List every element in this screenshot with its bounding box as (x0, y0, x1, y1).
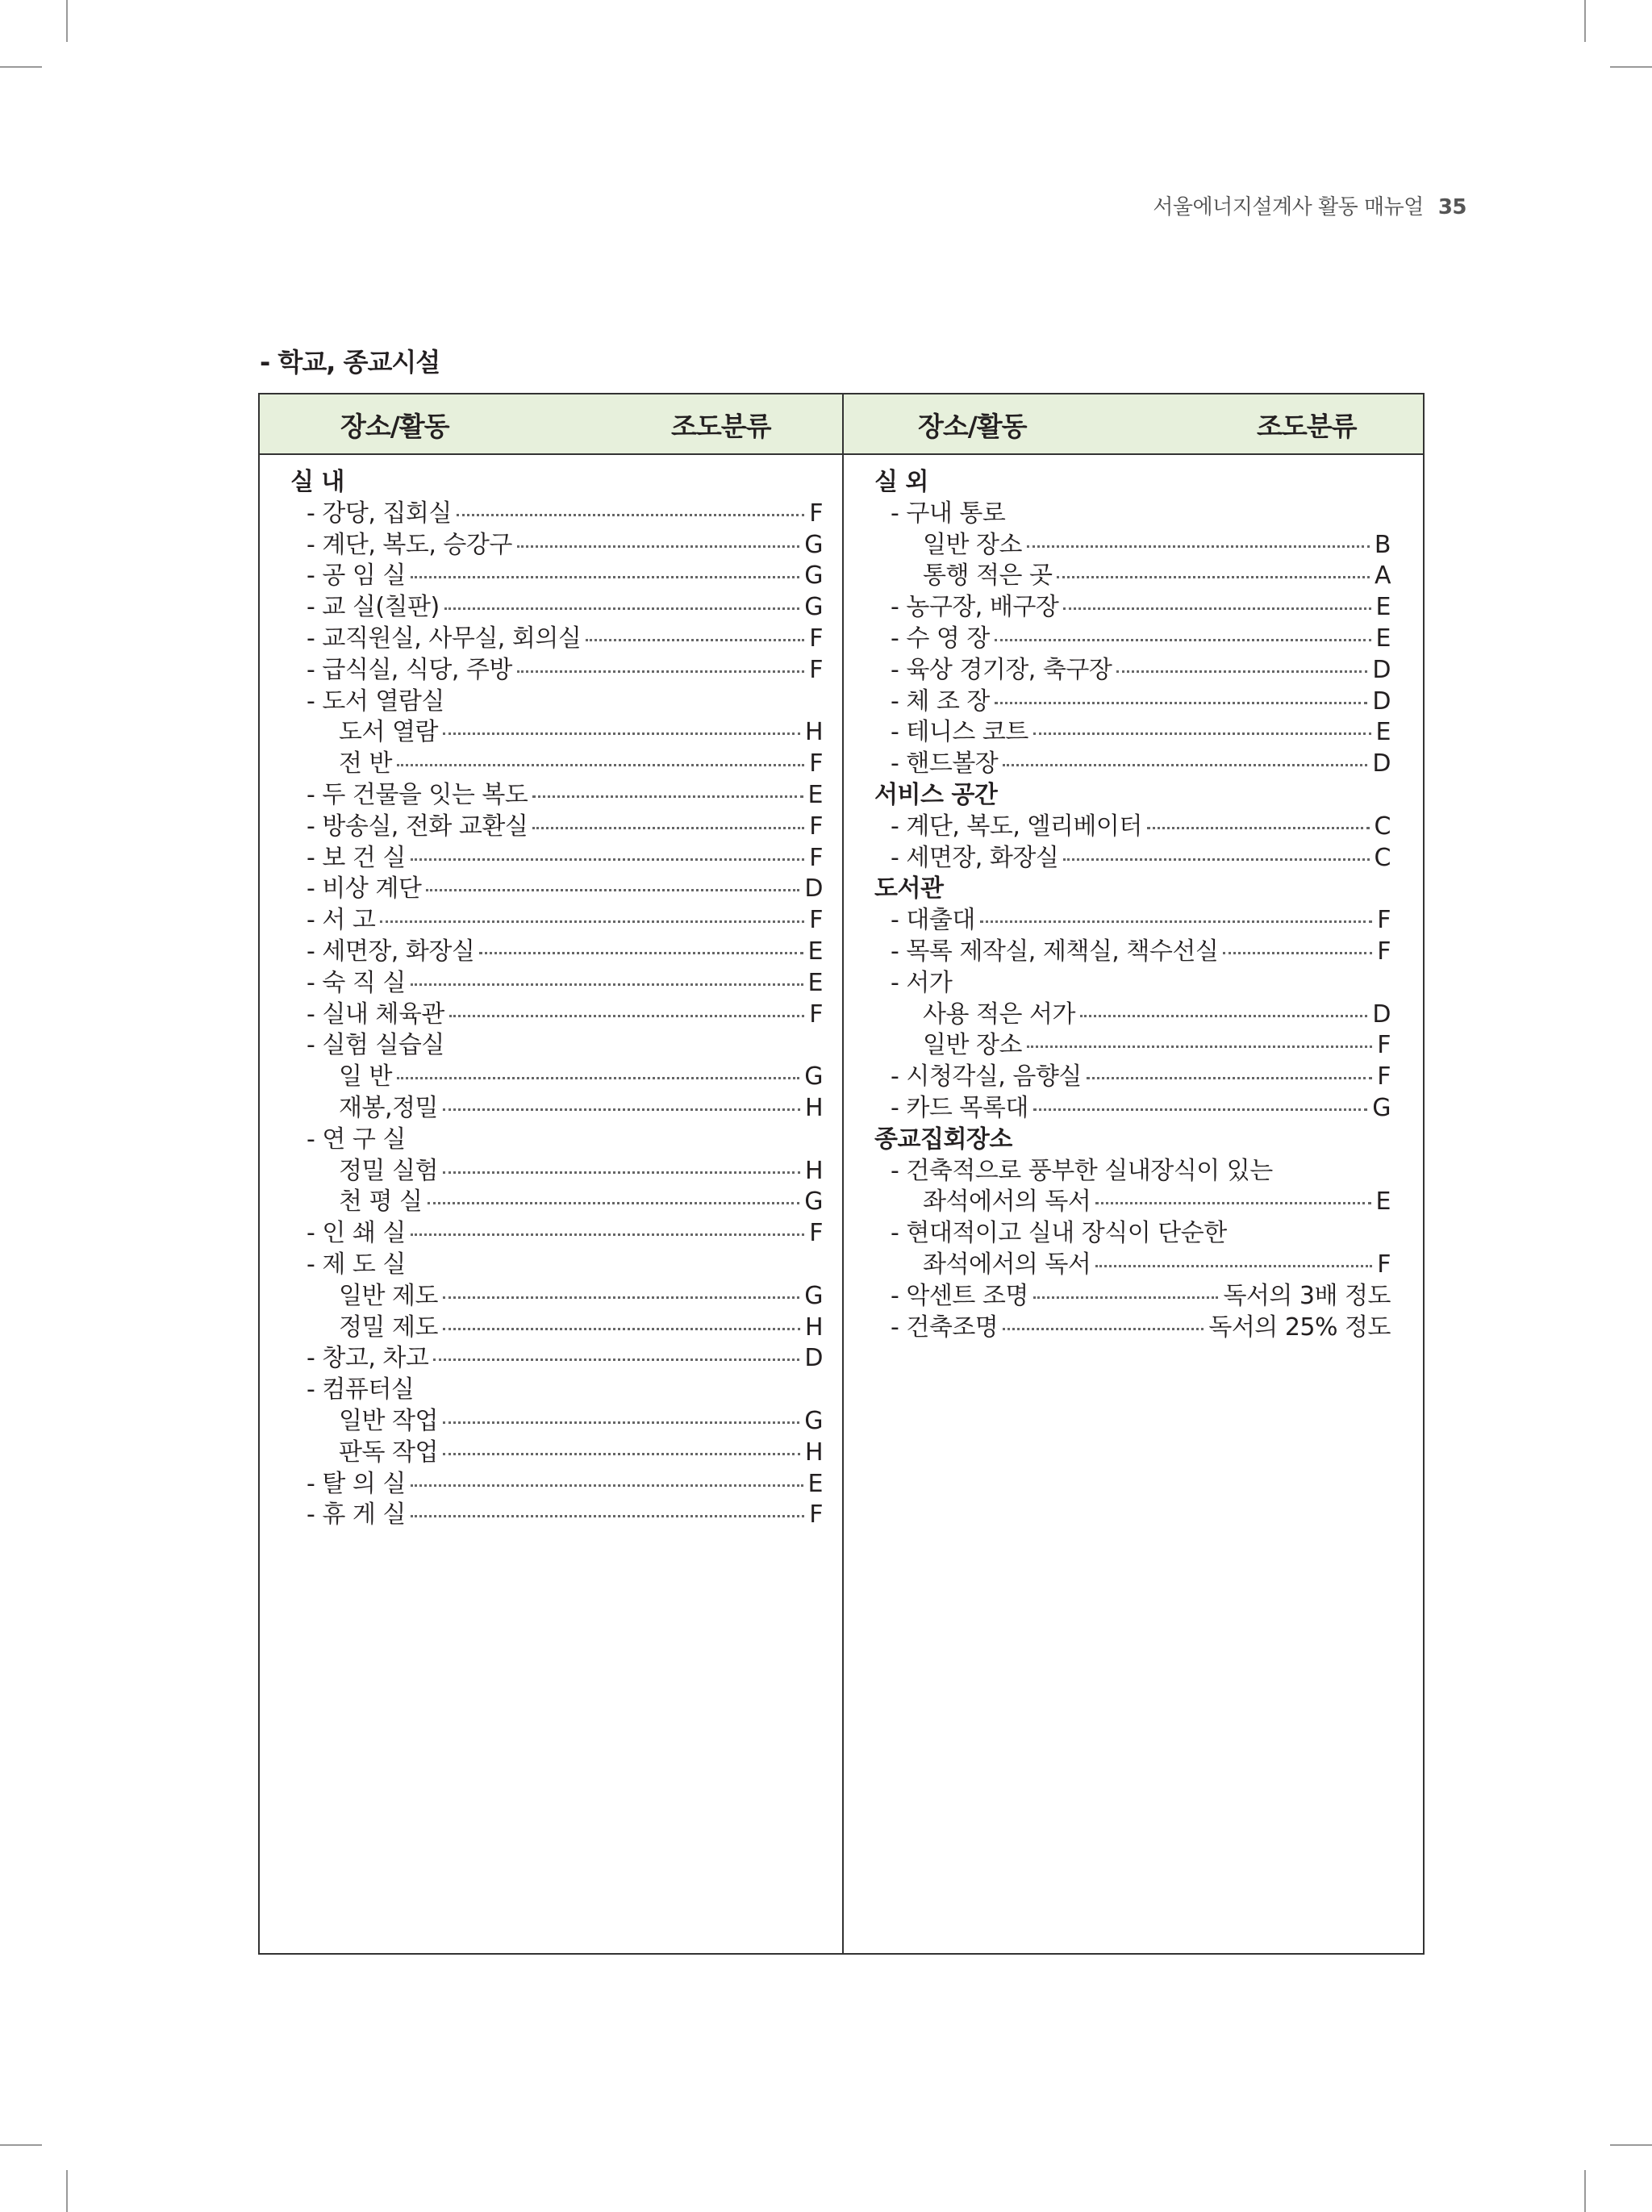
table-row (290, 780, 823, 812)
place-label: - 컴퓨터실 (307, 1375, 415, 1404)
place-label: - 인 쇄 실 (307, 1219, 406, 1248)
table-row (290, 749, 823, 780)
place-label: 전 반 (339, 749, 392, 778)
dot-leader (517, 670, 804, 673)
table-section-heading (290, 467, 823, 499)
illuminance-class: G (804, 1281, 823, 1310)
table-row (290, 812, 823, 843)
dot-leader (433, 1359, 799, 1361)
dot-leader (1033, 732, 1371, 735)
illuminance-class: A (1374, 561, 1391, 591)
table-section-heading (874, 874, 1391, 905)
crop-mark (1584, 2170, 1586, 2212)
place-label: - 시청각실, 음향실 (891, 1062, 1082, 1091)
illuminance-class: F (809, 624, 823, 653)
place-label: 천 평 실 (339, 1187, 423, 1217)
illuminance-class: G (804, 593, 823, 622)
manual-title: 서울에너지설계사 활동 매뉴얼 (1153, 195, 1424, 219)
table-row (874, 968, 1391, 1000)
illuminance-class: F (1377, 1250, 1391, 1279)
table-row (874, 905, 1391, 937)
crop-mark (1610, 2144, 1652, 2146)
illuminance-class: E (807, 937, 823, 966)
table-row (874, 749, 1391, 780)
illuminance-class: D (804, 1344, 823, 1373)
place-label: 좌석에서의 독서 (923, 1250, 1091, 1279)
illuminance-class: E (1375, 718, 1391, 747)
illuminance-class: G (804, 561, 823, 591)
illuminance-class: E (1375, 1187, 1391, 1217)
dot-leader (397, 764, 804, 766)
table-row (290, 687, 823, 718)
illuminance-class: F (809, 499, 823, 528)
table-row (290, 1125, 823, 1156)
header-place-left: 장소/활동 (340, 411, 449, 442)
place-label: - 탈 의 실 (307, 1469, 406, 1498)
place-label: 일반 작업 (339, 1406, 438, 1435)
left-column (290, 467, 823, 1531)
table-row (874, 499, 1391, 530)
dot-leader (411, 576, 799, 578)
place-label: - 계단, 복도, 승강구 (307, 530, 512, 559)
dot-leader (443, 1421, 799, 1424)
illuminance-class: E (1375, 624, 1391, 653)
illuminance-class: H (804, 1093, 823, 1122)
crop-mark (0, 66, 42, 68)
table-row (290, 1000, 823, 1031)
dot-leader (1087, 1077, 1372, 1079)
illuminance-class: H (804, 1156, 823, 1185)
dot-leader (457, 514, 804, 516)
illuminance-class: E (807, 968, 823, 997)
place-label: - 구내 통로 (891, 499, 1006, 528)
table-row (874, 1000, 1391, 1031)
place-label: - 교직원실, 사무실, 회의실 (307, 624, 582, 653)
place-label: - 창고, 차고 (307, 1344, 429, 1373)
place-label: - 악센트 조명 (891, 1281, 1028, 1310)
dot-leader (397, 1077, 799, 1079)
place-label: - 연 구 실 (307, 1125, 406, 1154)
table-row (290, 1375, 823, 1406)
dot-leader (532, 827, 804, 829)
dot-leader (1063, 607, 1370, 610)
place-label: 판독 작업 (339, 1438, 438, 1467)
crop-mark (0, 2144, 42, 2146)
dot-leader (428, 1202, 800, 1204)
place-label: - 목록 제작실, 제책실, 책수선실 (891, 937, 1219, 966)
table-row (290, 592, 823, 624)
dot-leader (517, 545, 799, 548)
illuminance-class: E (807, 780, 823, 809)
table-row (874, 687, 1391, 718)
illuminance-class: F (809, 843, 823, 872)
illuminance-class: 독서의 25% 정도 (1208, 1313, 1391, 1342)
place-label: - 도서 열람실 (307, 687, 444, 716)
place-label: - 휴 게 실 (307, 1500, 406, 1530)
illuminance-class: D (1372, 687, 1391, 716)
table-row (290, 937, 823, 968)
table-row (874, 655, 1391, 687)
table-row (874, 592, 1391, 624)
dot-leader (411, 983, 803, 986)
dot-leader (443, 1296, 799, 1299)
place-label: - 숙 직 실 (307, 968, 406, 997)
illuminance-class: F (809, 1000, 823, 1029)
header-class-right: 조도분류 (1257, 411, 1357, 442)
dot-leader (532, 795, 803, 798)
table-row (874, 1093, 1391, 1125)
illuminance-class: D (1372, 655, 1391, 684)
place-label: - 건축조명 (891, 1313, 999, 1342)
illuminance-class: G (804, 1062, 823, 1091)
table-row (290, 530, 823, 561)
place-label: - 육상 경기장, 축구장 (891, 655, 1112, 684)
dot-leader (479, 952, 803, 954)
header-place-right: 장소/활동 (918, 411, 1027, 442)
place-label: 정밀 제도 (339, 1313, 438, 1342)
illuminance-class: H (804, 1313, 823, 1342)
dot-leader (1033, 1296, 1219, 1299)
table-row (290, 1187, 823, 1218)
table-row (290, 1313, 823, 1344)
illuminance-class: G (804, 530, 823, 559)
dot-leader (443, 1328, 800, 1330)
illuminance-class: D (1372, 1000, 1391, 1029)
table-row (290, 1469, 823, 1500)
table-row (290, 717, 823, 749)
illuminance-class: F (809, 812, 823, 841)
place-label: - 계단, 복도, 엘리베이터 (891, 812, 1142, 841)
place-label: - 교 실(칠판) (307, 593, 440, 622)
dot-leader (1003, 764, 1367, 766)
right-column (874, 467, 1391, 1343)
place-label: 일반 장소 (923, 530, 1022, 559)
table-row (874, 561, 1391, 592)
place-label: - 수 영 장 (891, 624, 990, 653)
dot-leader (443, 1453, 800, 1455)
illuminance-class: 독서의 3배 정도 (1223, 1281, 1391, 1310)
place-label: - 농구장, 배구장 (891, 593, 1059, 622)
illuminance-class: H (804, 1438, 823, 1467)
illuminance-class: F (809, 749, 823, 778)
table-row (874, 1218, 1391, 1250)
illuminance-class: F (1377, 906, 1391, 935)
table-row (290, 1438, 823, 1469)
table-row (290, 1281, 823, 1313)
table-row (290, 1500, 823, 1531)
illuminance-class: F (809, 906, 823, 935)
column-divider (842, 394, 844, 1953)
table-row (874, 1313, 1391, 1344)
place-label: - 서가 (891, 968, 953, 997)
illuminance-table (258, 393, 1425, 1955)
illuminance-class: F (809, 655, 823, 684)
dot-leader (995, 639, 1371, 641)
illuminance-class: C (1374, 812, 1391, 841)
illuminance-class: B (1374, 530, 1391, 559)
dot-leader (443, 1171, 800, 1174)
place-label: - 방송실, 전화 교환실 (307, 812, 528, 841)
illuminance-class: F (1377, 1062, 1391, 1091)
place-label: - 두 건물을 잇는 복도 (307, 780, 528, 809)
dot-leader (411, 1515, 804, 1517)
place-label: - 공 임 실 (307, 561, 406, 591)
illuminance-class: F (809, 1219, 823, 1248)
table-row (290, 1406, 823, 1438)
table-row (290, 655, 823, 687)
dot-leader (586, 639, 804, 641)
dot-leader (1057, 576, 1369, 578)
crop-mark (1610, 66, 1652, 68)
place-label: - 실내 체육관 (307, 1000, 444, 1029)
place-label: 사용 적은 서가 (923, 1000, 1075, 1029)
dot-leader (1063, 858, 1369, 861)
table-row (874, 530, 1391, 561)
place-label: 좌석에서의 독서 (923, 1187, 1091, 1217)
illuminance-class: E (807, 1469, 823, 1498)
crop-mark (66, 0, 68, 42)
table-section-heading (874, 1125, 1391, 1156)
illuminance-class: G (804, 1187, 823, 1217)
place-label: - 비상 계단 (307, 874, 422, 904)
running-header (1153, 190, 1466, 220)
place-label: 정밀 실험 (339, 1156, 438, 1185)
place-label: - 대출대 (891, 906, 975, 935)
dot-leader (1095, 1202, 1370, 1204)
dot-leader (995, 702, 1368, 704)
place-label: 도서 열람 (339, 718, 438, 747)
place-label: - 카드 목록대 (891, 1093, 1028, 1122)
place-label: - 보 건 실 (307, 843, 406, 872)
place-label: - 제 도 실 (307, 1250, 406, 1279)
header-class-left: 조도분류 (671, 411, 771, 442)
place-label: 재봉,정밀 (339, 1093, 438, 1122)
table-header (260, 394, 1423, 455)
table-row (290, 874, 823, 905)
illuminance-class: H (804, 718, 823, 747)
table-row (290, 1062, 823, 1093)
dot-leader (443, 1108, 800, 1111)
place-label: 실 외 (874, 468, 928, 496)
place-label: - 강당, 집회실 (307, 499, 452, 528)
dot-leader (1116, 670, 1367, 673)
table-row (874, 1156, 1391, 1187)
place-label: 일반 제도 (339, 1281, 438, 1310)
place-label: - 세면장, 화장실 (307, 937, 475, 966)
place-label: - 세면장, 화장실 (891, 843, 1059, 872)
dot-leader (1027, 1045, 1372, 1048)
table-row (290, 499, 823, 530)
place-label: 일 반 (339, 1062, 392, 1091)
dot-leader (449, 1015, 804, 1017)
table-row (874, 624, 1391, 655)
table-row (290, 1250, 823, 1281)
illuminance-class: G (804, 1406, 823, 1435)
table-row (290, 1030, 823, 1062)
table-row (874, 843, 1391, 874)
dot-leader (411, 1484, 803, 1487)
table-row (290, 905, 823, 937)
table-row (874, 937, 1391, 968)
place-label: 일반 장소 (923, 1031, 1022, 1060)
table-row (290, 968, 823, 1000)
dot-leader (1147, 827, 1370, 829)
illuminance-class: E (1375, 593, 1391, 622)
place-label: - 서 고 (307, 906, 376, 935)
dot-leader (1095, 1265, 1372, 1267)
illuminance-class: F (1377, 937, 1391, 966)
place-label: 서비스 공간 (874, 780, 998, 809)
illuminance-class: F (1377, 1031, 1391, 1060)
table-row (874, 1250, 1391, 1281)
table-row (290, 1218, 823, 1250)
table-section-heading (874, 467, 1391, 499)
section-title: - 학교, 종교시설 (260, 347, 440, 378)
place-label: - 현대적이고 실내 장식이 단순한 (891, 1219, 1227, 1248)
illuminance-class: C (1374, 843, 1391, 872)
place-label: - 실험 실습실 (307, 1031, 444, 1060)
place-label: 통행 적은 곳 (923, 561, 1053, 591)
table-row (290, 1343, 823, 1375)
place-label: - 체 조 장 (891, 687, 990, 716)
dot-leader (426, 889, 799, 891)
table-row (290, 561, 823, 592)
dot-leader (1027, 545, 1370, 548)
page-number: 35 (1437, 195, 1466, 219)
place-label: 실 내 (290, 468, 344, 496)
dot-leader (411, 858, 804, 861)
place-label: - 건축적으로 풍부한 실내장식이 있는 (891, 1156, 1273, 1185)
table-row (290, 1156, 823, 1187)
dot-leader (443, 732, 800, 735)
illuminance-class: D (804, 874, 823, 904)
crop-mark (1584, 0, 1586, 42)
crop-mark (66, 2170, 68, 2212)
place-label: 종교집회장소 (874, 1125, 1012, 1154)
illuminance-class: G (1372, 1093, 1391, 1122)
dot-leader (1033, 1108, 1367, 1111)
table-row (874, 1281, 1391, 1313)
table-row (874, 1030, 1391, 1062)
table-section-heading (874, 780, 1391, 812)
dot-leader (411, 1233, 804, 1236)
place-label: - 테니스 코트 (891, 718, 1028, 747)
dot-leader (980, 920, 1372, 923)
dot-leader (444, 607, 800, 610)
place-label: - 급식실, 식당, 주방 (307, 655, 512, 684)
dot-leader (1080, 1015, 1367, 1017)
table-row (290, 624, 823, 655)
dot-leader (380, 920, 804, 923)
illuminance-class: F (809, 1500, 823, 1530)
dot-leader (1003, 1328, 1204, 1330)
table-row (290, 843, 823, 874)
table-row (874, 717, 1391, 749)
place-label: 도서관 (874, 874, 944, 904)
table-row (874, 812, 1391, 843)
table-row (874, 1187, 1391, 1218)
place-label: - 핸드볼장 (891, 749, 999, 778)
table-row (874, 1062, 1391, 1093)
dot-leader (1223, 952, 1372, 954)
table-row (290, 1093, 823, 1125)
illuminance-class: D (1372, 749, 1391, 778)
